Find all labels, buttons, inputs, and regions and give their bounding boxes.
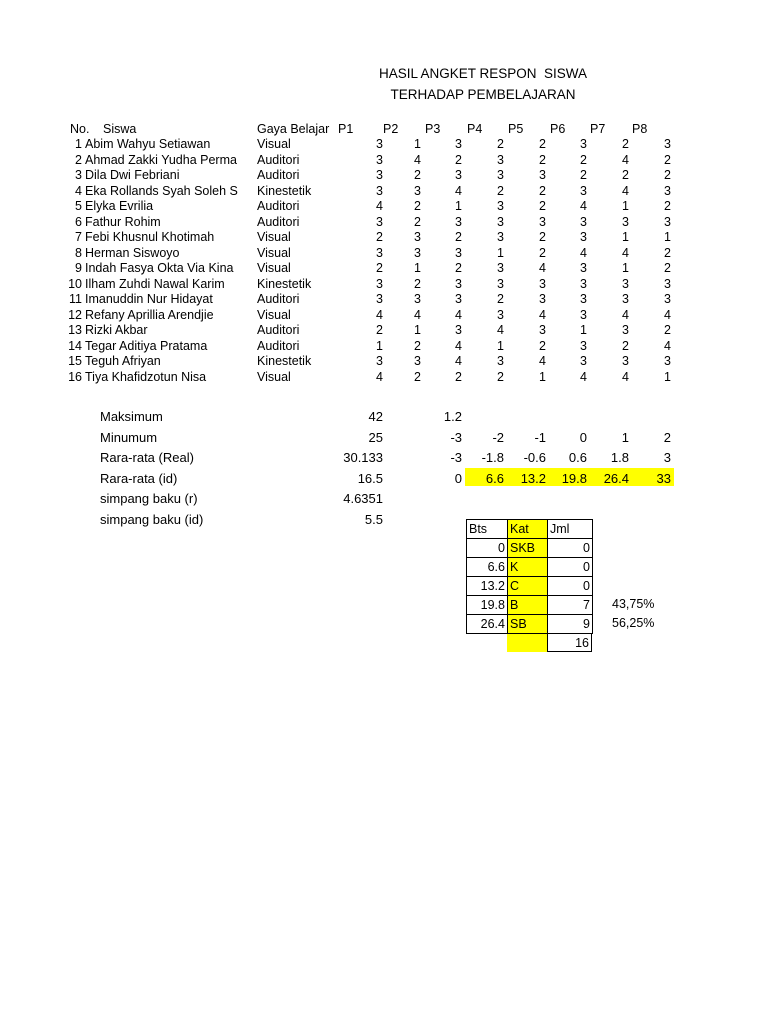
- summary-row-minumum: [0, 430, 768, 450]
- score-cell: 2: [664, 323, 671, 337]
- score-cell: 2: [664, 152, 671, 167]
- category-row: [467, 577, 593, 596]
- score-cell: 3: [455, 245, 462, 260]
- learning-style: Visual: [257, 261, 291, 275]
- score-cell: 1: [622, 199, 629, 213]
- score-cell: 3: [580, 276, 587, 291]
- score-cell: 3: [497, 168, 504, 182]
- row-number: 15: [68, 354, 82, 368]
- score-cell: 3: [539, 323, 546, 337]
- score-cell: 3: [580, 183, 587, 198]
- score-cell: 1: [539, 369, 546, 384]
- row-number: 1: [75, 137, 82, 151]
- score-cell: 3: [376, 168, 383, 182]
- score-cell: 4: [539, 354, 546, 368]
- score-cell: 2: [376, 230, 383, 244]
- score-cell: 3: [580, 354, 587, 368]
- table-row: [0, 246, 768, 262]
- score-cell: 3: [497, 354, 504, 368]
- summary-extra: 3: [663, 450, 671, 465]
- summary-extra: -2: [492, 429, 504, 445]
- student-name: Herman Siswoyo: [85, 245, 180, 260]
- bts-cell: 26.4: [467, 615, 508, 634]
- jml-cell: 9: [548, 615, 593, 634]
- score-cell: 2: [539, 152, 546, 167]
- learning-style: Auditori: [257, 292, 300, 306]
- learning-style: Visual: [257, 245, 291, 260]
- header-no: No.: [70, 121, 90, 136]
- score-cell: 3: [580, 214, 587, 229]
- jml-cell: 0: [548, 539, 593, 558]
- kat-cell: C: [508, 577, 548, 596]
- learning-style: Auditori: [257, 338, 300, 353]
- score-cell: 3: [376, 354, 383, 368]
- score-cell: 3: [455, 276, 462, 291]
- header-p1: P1: [338, 121, 354, 136]
- score-cell: 4: [376, 199, 383, 213]
- jml-cell: 0: [548, 558, 593, 577]
- student-name: Dila Dwi Febriani: [85, 168, 180, 182]
- category-table: [466, 519, 593, 634]
- summary-row-simpang-id: [0, 512, 768, 532]
- score-cell: 1: [414, 137, 421, 151]
- student-name: Febi Khusnul Khotimah: [85, 230, 215, 244]
- summary-extra: -0.6: [523, 450, 546, 465]
- summary-extra: 0: [454, 470, 462, 486]
- score-cell: 3: [414, 230, 421, 244]
- score-cell: 2: [539, 199, 546, 213]
- score-cell: 2: [580, 168, 587, 182]
- score-cell: 3: [497, 214, 504, 229]
- row-number: 16: [68, 369, 82, 384]
- header-gaya-belajar: Gaya Belajar: [257, 121, 330, 136]
- score-cell: 3: [497, 199, 504, 213]
- score-cell: 3: [376, 292, 383, 306]
- learning-style: Kinestetik: [257, 276, 312, 291]
- student-name: Indah Fasya Okta Via Kina: [85, 261, 234, 275]
- row-number: 6: [75, 214, 82, 229]
- header-p6: P6: [550, 121, 566, 136]
- score-cell: 3: [580, 307, 587, 322]
- summary-extra: 1.8: [610, 450, 629, 465]
- score-cell: 3: [664, 183, 671, 198]
- score-cell: 2: [455, 369, 462, 384]
- learning-style: Visual: [257, 137, 291, 151]
- table-row: [0, 184, 768, 200]
- summary-extra: 0.6: [568, 450, 587, 465]
- score-cell: 4: [539, 307, 546, 322]
- score-cell: 3: [539, 214, 546, 229]
- score-cell: 2: [539, 338, 546, 353]
- summary-row-rata-id: [0, 471, 768, 491]
- score-cell: 3: [664, 354, 671, 368]
- score-cell: 2: [539, 230, 546, 244]
- summary-extra: -3: [450, 429, 462, 445]
- score-cell: 3: [414, 292, 421, 306]
- score-cell: 4: [580, 199, 587, 213]
- score-cell: 2: [497, 137, 504, 151]
- student-name: Teguh Afriyan: [85, 354, 161, 368]
- score-cell: 3: [497, 276, 504, 291]
- kat-cell: B: [508, 596, 548, 615]
- score-cell: 3: [376, 245, 383, 260]
- row-number: 12: [68, 307, 82, 322]
- score-cell: 2: [455, 152, 462, 167]
- score-cell: 4: [455, 307, 462, 322]
- score-cell: 2: [664, 245, 671, 260]
- score-cell: 4: [664, 338, 671, 353]
- score-cell: 2: [455, 261, 462, 275]
- learning-style: Kinestetik: [257, 354, 312, 368]
- student-name: Eka Rollands Syah Soleh S: [85, 183, 238, 198]
- student-name: Fathur Rohim: [85, 214, 161, 229]
- score-cell: 2: [414, 338, 421, 353]
- learning-style: Visual: [257, 307, 291, 322]
- score-cell: 1: [622, 230, 629, 244]
- score-cell: 3: [497, 152, 504, 167]
- score-cell: 4: [376, 369, 383, 384]
- summary-value: 16.5: [357, 470, 383, 486]
- score-cell: 3: [580, 137, 587, 151]
- score-cell: 3: [455, 137, 462, 151]
- cat-header-jml: Jml: [548, 520, 593, 539]
- score-cell: 3: [414, 183, 421, 198]
- summary-label: simpang baku (id): [100, 511, 204, 527]
- summary-highlighted-value: 33: [656, 470, 671, 486]
- score-cell: 1: [622, 261, 629, 275]
- score-cell: 4: [664, 307, 671, 322]
- score-cell: 4: [414, 152, 421, 167]
- header-p7: P7: [590, 121, 606, 136]
- score-cell: 2: [539, 245, 546, 260]
- summary-highlighted-value: 13.2: [520, 470, 546, 486]
- score-cell: 2: [414, 168, 421, 182]
- summary-value: 25: [368, 429, 383, 445]
- summary-extra: 0: [579, 429, 587, 445]
- score-cell: 2: [539, 183, 546, 198]
- score-cell: 3: [580, 261, 587, 275]
- score-cell: 1: [664, 369, 671, 384]
- score-cell: 3: [376, 183, 383, 198]
- table-row: [0, 339, 768, 355]
- score-cell: 2: [664, 168, 671, 182]
- kat-cell: SKB: [508, 539, 548, 558]
- score-cell: 4: [455, 183, 462, 198]
- summary-value: 4.6351: [343, 491, 383, 506]
- summary-row-maksimum: [0, 409, 768, 429]
- learning-style: Auditori: [257, 323, 300, 337]
- score-cell: 4: [622, 183, 629, 198]
- score-cell: 4: [455, 338, 462, 353]
- category-row: [467, 558, 593, 577]
- summary-extra: -1: [534, 429, 546, 445]
- summary-extra: -3: [450, 450, 462, 465]
- score-cell: 2: [376, 261, 383, 275]
- row-number: 9: [75, 261, 82, 275]
- bts-cell: 0: [467, 539, 508, 558]
- total-cell: 16: [547, 633, 592, 652]
- percentage-sb: 56,25%: [612, 616, 655, 630]
- category-header-row: [467, 520, 593, 539]
- score-cell: 2: [664, 199, 671, 213]
- score-cell: 3: [622, 276, 629, 291]
- jml-cell: 7: [548, 596, 593, 615]
- score-cell: 1: [497, 338, 504, 353]
- score-cell: 4: [622, 369, 629, 384]
- score-cell: 3: [455, 214, 462, 229]
- score-cell: 3: [539, 276, 546, 291]
- student-name: Ilham Zuhdi Nawal Karim: [85, 276, 225, 291]
- table-row: [0, 308, 768, 324]
- row-number: 5: [75, 199, 82, 213]
- summary-value: 30.133: [343, 450, 383, 465]
- table-row: [0, 354, 768, 370]
- score-cell: 3: [622, 214, 629, 229]
- score-cell: 2: [455, 230, 462, 244]
- score-cell: 3: [376, 214, 383, 229]
- kat-cell: SB: [508, 615, 548, 634]
- cat-header-kat: Kat: [508, 520, 548, 539]
- score-cell: 4: [376, 307, 383, 322]
- summary-label: Rara-rata (id): [100, 470, 178, 486]
- learning-style: Auditori: [257, 199, 300, 213]
- student-name: Tiya Khafidzotun Nisa: [85, 369, 207, 384]
- bts-cell: 13.2: [467, 577, 508, 596]
- score-cell: 2: [580, 152, 587, 167]
- score-cell: 1: [414, 323, 421, 337]
- row-number: 14: [68, 338, 82, 353]
- score-cell: 3: [622, 323, 629, 337]
- row-number: 3: [75, 168, 82, 182]
- student-name: Ahmad Zakki Yudha Perma: [85, 152, 237, 167]
- score-cell: 2: [497, 292, 504, 306]
- score-cell: 4: [580, 369, 587, 384]
- row-number: 2: [75, 152, 82, 167]
- student-name: Abim Wahyu Setiawan: [85, 137, 211, 151]
- row-number: 10: [68, 276, 82, 291]
- kat-cell: K: [508, 558, 548, 577]
- header-siswa: Siswa: [103, 121, 137, 136]
- bts-cell: 6.6: [467, 558, 508, 577]
- learning-style: Auditori: [257, 168, 300, 182]
- kat-extra-cell: [507, 634, 547, 652]
- score-cell: 3: [497, 230, 504, 244]
- cat-header-bts: Bts: [467, 520, 508, 539]
- score-cell: 2: [497, 369, 504, 384]
- table-row: [0, 261, 768, 277]
- score-cell: 3: [414, 354, 421, 368]
- learning-style: Visual: [257, 369, 291, 384]
- learning-style: Auditori: [257, 214, 300, 229]
- table-row: [0, 137, 768, 153]
- row-number: 11: [69, 292, 82, 306]
- page-title-line2: TERHADAP PEMBELAJARAN: [390, 87, 576, 102]
- score-cell: 1: [376, 338, 383, 353]
- summary-extra: -1.8: [481, 450, 504, 465]
- score-cell: 3: [622, 354, 629, 368]
- score-cell: 2: [622, 168, 629, 182]
- score-cell: 3: [414, 245, 421, 260]
- jml-cell: 0: [548, 577, 593, 596]
- score-cell: 2: [664, 261, 671, 275]
- table-row: [0, 277, 768, 293]
- category-row: [467, 596, 593, 615]
- table-row: [0, 168, 768, 184]
- header-p2: P2: [383, 121, 399, 136]
- score-cell: 4: [580, 245, 587, 260]
- score-cell: 3: [580, 230, 587, 244]
- summary-value: 42: [368, 409, 383, 424]
- score-cell: 3: [455, 323, 462, 337]
- score-cell: 2: [622, 338, 629, 353]
- student-name: Tegar Aditiya Pratama: [85, 338, 208, 353]
- summary-label: Minumum: [100, 429, 158, 445]
- student-name: Imanuddin Nur Hidayat: [85, 292, 213, 306]
- summary-highlighted-value: 26.4: [603, 470, 629, 486]
- score-cell: 4: [622, 307, 629, 322]
- score-cell: 1: [580, 323, 587, 337]
- score-cell: 3: [376, 152, 383, 167]
- score-cell: 1: [497, 245, 504, 260]
- row-number: 4: [75, 183, 82, 198]
- score-cell: 3: [664, 137, 671, 151]
- summary-extra: 1: [621, 429, 629, 445]
- row-number: 7: [75, 230, 82, 244]
- category-row: [467, 539, 593, 558]
- summary-row-simpang-r: [0, 491, 768, 511]
- header-p5: P5: [508, 121, 524, 136]
- percentage-b: 43,75%: [612, 597, 655, 611]
- row-number: 13: [68, 323, 82, 337]
- score-cell: 4: [497, 323, 504, 337]
- score-cell: 2: [497, 183, 504, 198]
- score-cell: 3: [497, 307, 504, 322]
- score-cell: 2: [414, 369, 421, 384]
- summary-extra: 2: [663, 429, 671, 445]
- score-cell: 2: [414, 199, 421, 213]
- score-cell: 3: [622, 292, 629, 306]
- summary-highlighted-value: 19.8: [561, 470, 587, 486]
- header-p8: P8: [632, 121, 648, 136]
- score-cell: 3: [376, 137, 383, 151]
- summary-extra: 1.2: [443, 409, 462, 424]
- score-cell: 3: [376, 276, 383, 291]
- score-cell: 4: [414, 307, 421, 322]
- summary-value: 5.5: [364, 511, 383, 527]
- score-cell: 1: [455, 199, 462, 213]
- bts-cell: 19.8: [467, 596, 508, 615]
- table-row: [0, 153, 768, 169]
- score-cell: 2: [622, 137, 629, 151]
- score-cell: 1: [664, 230, 671, 244]
- score-cell: 3: [664, 292, 671, 306]
- score-cell: 3: [455, 168, 462, 182]
- student-name: Elyka Evrilia: [85, 199, 154, 213]
- table-row: [0, 292, 768, 308]
- score-cell: 4: [455, 354, 462, 368]
- score-cell: 3: [664, 276, 671, 291]
- category-row: [467, 615, 593, 634]
- score-cell: 2: [414, 276, 421, 291]
- score-cell: 2: [376, 323, 383, 337]
- summary-row-rata-real: [0, 450, 768, 470]
- learning-style: Kinestetik: [257, 183, 312, 198]
- table-header-row: [0, 122, 768, 138]
- table-row: [0, 323, 768, 339]
- student-name: Refany Aprillia Arendjie: [85, 307, 214, 322]
- score-cell: 2: [539, 137, 546, 151]
- score-cell: 2: [414, 214, 421, 229]
- score-cell: 3: [497, 261, 504, 275]
- page-title-line1: HASIL ANGKET RESPON SISWA: [378, 66, 588, 81]
- score-cell: 3: [580, 338, 587, 353]
- score-cell: 4: [539, 261, 546, 275]
- score-cell: 3: [539, 292, 546, 306]
- score-cell: 3: [664, 214, 671, 229]
- score-cell: 4: [622, 152, 629, 167]
- summary-label: Rara-rata (Real): [100, 450, 194, 465]
- learning-style: Auditori: [257, 152, 300, 167]
- row-number: 8: [75, 245, 82, 260]
- header-p4: P4: [467, 121, 483, 136]
- student-name: Rizki Akbar: [85, 323, 148, 337]
- table-row: [0, 215, 768, 231]
- score-cell: 4: [622, 245, 629, 260]
- header-p3: P3: [425, 121, 441, 136]
- summary-label: simpang baku (r): [100, 491, 198, 506]
- learning-style: Visual: [257, 230, 291, 244]
- summary-highlighted-value: 6.6: [485, 470, 504, 486]
- table-row: [0, 370, 768, 386]
- score-cell: 1: [414, 261, 421, 275]
- table-row: [0, 230, 768, 246]
- summary-label: Maksimum: [100, 409, 163, 424]
- table-row: [0, 199, 768, 215]
- score-cell: 3: [580, 292, 587, 306]
- score-cell: 3: [455, 292, 462, 306]
- score-cell: 3: [539, 168, 546, 182]
